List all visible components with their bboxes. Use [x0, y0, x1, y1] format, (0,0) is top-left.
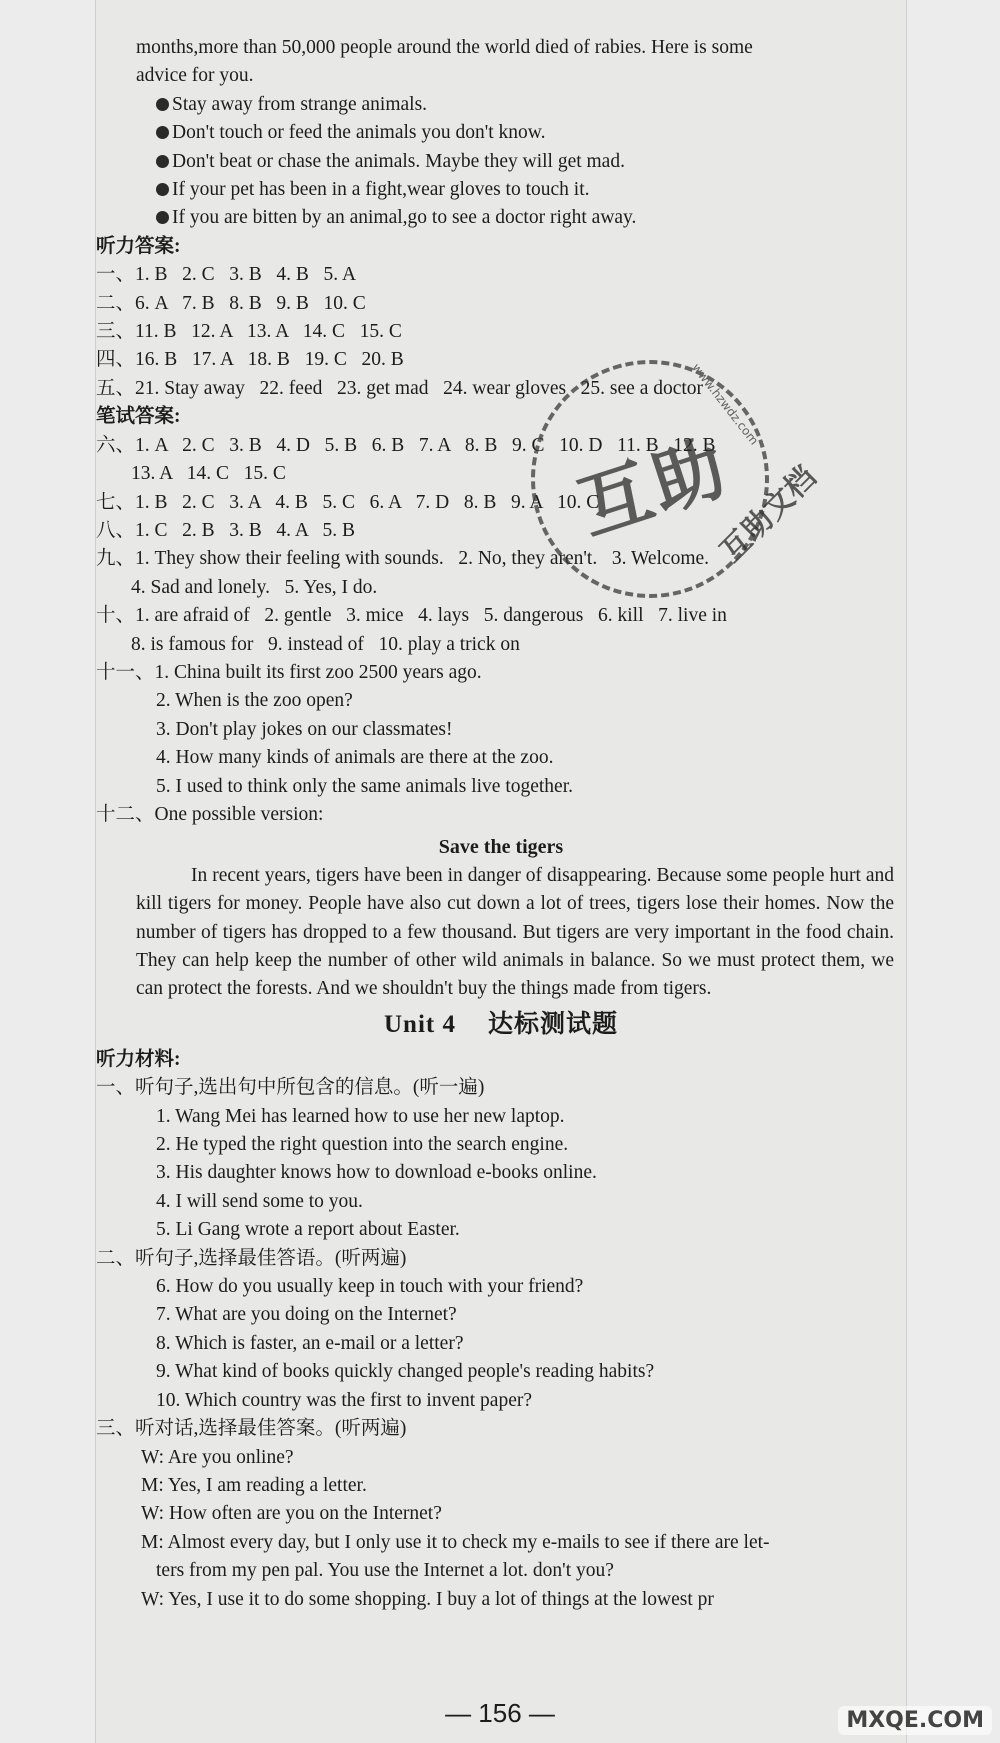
dialogue-line: W: Yes, I use it to do some shopping. I buy a lot of things at the lowest pr [141, 1588, 714, 1610]
question: 7. What are you doing on the Internet? [156, 1304, 457, 1326]
answer-row: 十、1. are afraid of 2. gentle 3. mice 4. lays 5. dangerous 6. kill 7. live in [96, 605, 727, 627]
stamp-url: www.hzwdz.com [689, 360, 762, 448]
answer-row: 8. is famous for 9. instead of 10. play a trick on [131, 633, 520, 655]
dialogue-line: ters from my pen pal. You use the Internet a lot. don't you? [156, 1560, 614, 1582]
content [96, 34, 906, 1614]
intro-line: advice for you. [136, 65, 254, 87]
answer-row: 十一、1. China built its first zoo 2500 years ago. [96, 661, 482, 683]
question: 5. Li Gang wrote a report about Easter. [156, 1219, 460, 1241]
question: 6. How do you usually keep in touch with your friend? [156, 1276, 584, 1298]
document-page [95, 0, 907, 1743]
essay-body: In recent years, tigers have been in danger of disappearing. Because some people hurt and kill tigers for money. People have also cut down a lot of trees, tigers lose their homes. Now the number of tigers has dropped to a few thousand. But tigers are very important in the food chain. They can help keep the number of other wild animals in balance. So we must protect them, we can protect the forests. And we shouldn't buy the things made from tigers. [136, 864, 894, 1000]
dialogue-line: W: How often are you on the Internet? [141, 1503, 442, 1525]
answer-row: 四、16. B 17. A 18. B 19. C 20. B [96, 349, 404, 371]
answer-row: 二、6. A 7. B 8. B 9. B 10. C [96, 292, 366, 314]
answer-row: 五、21. Stay away 22. feed 23. get mad 24. wear gloves 25. see a doctor [96, 377, 704, 399]
answer-row: 2. When is the zoo open? [156, 690, 353, 712]
bullet-icon [156, 155, 169, 168]
question: 10. Which country was the first to invent paper? [156, 1389, 532, 1411]
question: 4. I will send some to you. [156, 1190, 363, 1212]
answer-row: 3. Don't play jokes on our classmates! [156, 718, 453, 740]
answer-row: 4. How many kinds of animals are there at the zoo. [156, 747, 554, 769]
question: 8. Which is faster, an e-mail or a letter? [156, 1332, 464, 1354]
advice-item: Don't touch or feed the animals you don't know. [96, 119, 906, 147]
advice-item: If you are bitten by an animal,go to see a doctor right away. [96, 204, 906, 232]
answer-row: 九、1. They show their feeling with sounds. 2. No, they aren't. 3. Welcome. [96, 548, 710, 570]
watermark-logo: MXQE.COM [838, 1706, 992, 1735]
answer-row: 13. A 14. C 15. C [131, 463, 286, 485]
question: 3. His daughter knows how to download e-books online. [156, 1162, 597, 1184]
bullet-icon [156, 183, 169, 196]
answer-row: 十二、One possible version: [96, 803, 324, 825]
answer-row: 七、1. B 2. C 3. A 4. B 5. C 6. A 7. D 8. B 9. A 10. C [96, 491, 600, 513]
answer-row: 八、1. C 2. B 3. B 4. A 5. B [96, 519, 355, 541]
answer-row: 一、1. B 2. C 3. B 4. B 5. A [96, 264, 357, 286]
bullet-icon [156, 211, 169, 224]
dialogue-line: M: Yes, I am reading a letter. [141, 1474, 367, 1496]
advice-item: Don't beat or chase the animals. Maybe they will get mad. [96, 148, 906, 176]
dialogue-line: W: Are you online? [141, 1446, 294, 1468]
section-heading: 二、听句子,选择最佳答语。(听两遍) [96, 1247, 407, 1269]
question: 1. Wang Mei has learned how to use her new laptop. [156, 1105, 565, 1127]
answer-row: 六、1. A 2. C 3. B 4. D 5. B 6. B 7. A 8. B 9. C 10. D 11. B 12. B [96, 434, 716, 456]
unit-title: Unit 4 达标测试题 [384, 1010, 618, 1038]
stamp-caption: 互助文档 [713, 459, 824, 570]
stamp-text: 互助 [568, 423, 740, 551]
advice-item: If your pet has been in a fight,wear gloves to touch it. [96, 176, 906, 204]
dialogue-line: M: Almost every day, but I only use it to check my e-mails to see if there are let- [141, 1531, 770, 1553]
section-heading: 三、听对话,选择最佳答案。(听两遍) [96, 1418, 407, 1440]
question: 2. He typed the right question into the search engine. [156, 1134, 569, 1156]
page-number: — 156 — [445, 1698, 555, 1728]
listening-answers-heading: 听力答案: [96, 235, 181, 257]
written-answers-heading: 笔试答案: [96, 406, 181, 428]
bullet-icon [156, 126, 169, 139]
answer-row: 4. Sad and lonely. 5. Yes, I do. [131, 576, 378, 598]
answer-row: 5. I used to think only the same animals live together. [156, 775, 574, 797]
answer-row: 三、11. B 12. A 13. A 14. C 15. C [96, 321, 402, 343]
listening-material-heading: 听力材料: [96, 1048, 181, 1070]
intro-line: months,more than 50,000 people around the world died of rabies. Here is some [136, 37, 753, 58]
bullet-icon [156, 98, 169, 111]
question: 9. What kind of books quickly changed people's reading habits? [156, 1361, 655, 1383]
essay-title: Save the tigers [438, 836, 564, 859]
advice-item: Stay away from strange animals. [96, 91, 906, 119]
section-heading: 一、听句子,选出句中所包含的信息。(听一遍) [96, 1077, 485, 1099]
